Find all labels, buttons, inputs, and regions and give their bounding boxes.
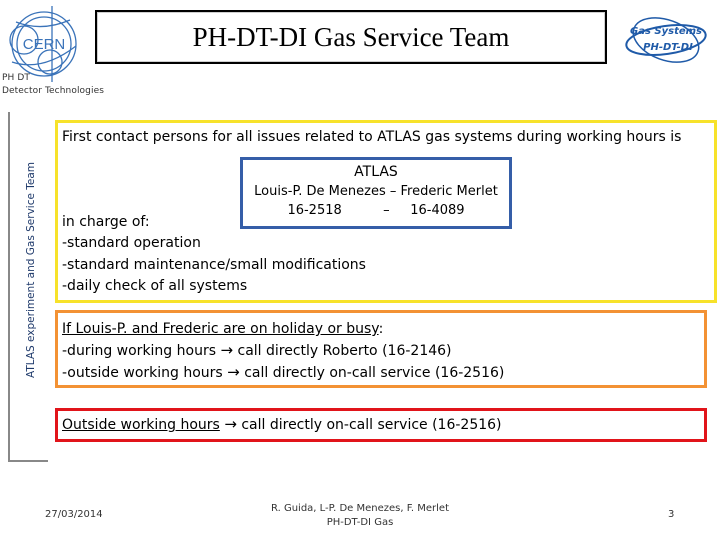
gas-logo-line2: PH-DT-DI (643, 42, 693, 53)
contact-heading: ATLAS (354, 164, 398, 180)
arrow-right-icon: → (224, 415, 237, 433)
holiday-line-1 (62, 340, 452, 363)
holiday-line-2-post: call directly on-call service (16-2516) (239, 365, 505, 381)
footer-group: PH-DT-DI Gas (326, 517, 394, 528)
holiday-heading-line (62, 319, 383, 341)
page-number: 3 (668, 509, 675, 520)
gas-systems-logo (620, 12, 712, 66)
logo-sub-1: PH DT (2, 73, 30, 83)
outside-heading: Outside working hours (62, 417, 220, 433)
outside-line (62, 414, 502, 437)
intro-text: First contact persons for all issues related to ATLAS gas systems during working hours is (62, 129, 682, 145)
footer-date: 27/03/2014 (45, 509, 103, 520)
page-title: PH-DT-DI Gas Service Team (95, 10, 607, 64)
arrow-right-icon: → (220, 341, 234, 359)
side-label: ATLAS experiment and Gas Service Team (25, 161, 37, 379)
holiday-heading: If Louis-P. and Frederic are on holiday or busy (62, 321, 379, 337)
cern-logo-text: CERN (22, 36, 66, 53)
outside-post: call directly on-call service (16-2516) (236, 417, 502, 433)
charge-lead: in charge of: (62, 214, 150, 230)
footer-authors: R. Guida, L-P. De Menezes, F. Merlet (271, 503, 449, 514)
holiday-line-2 (62, 362, 504, 385)
charge-item: -standard operation (62, 235, 201, 251)
logo-sub-2: Detector Technologies (2, 86, 104, 96)
charge-item: -daily check of all systems (62, 278, 248, 294)
contact-phones: 16-2518 – 16-4089 (287, 203, 465, 218)
holiday-line-1-pre: -during working hours (62, 343, 221, 359)
arrow-right-icon: → (227, 363, 240, 381)
charge-item: -standard maintenance/small modifications (62, 257, 366, 273)
gas-logo-line1: Gas Systems (630, 26, 702, 37)
contact-names: Louis-P. De Menezes – Frederic Merlet (254, 184, 498, 199)
holiday-line-1-post: call directly Roberto (16-2146) (233, 343, 452, 359)
holiday-line-2-pre: -outside working hours (62, 365, 228, 381)
holiday-heading-suffix: : (378, 321, 384, 337)
